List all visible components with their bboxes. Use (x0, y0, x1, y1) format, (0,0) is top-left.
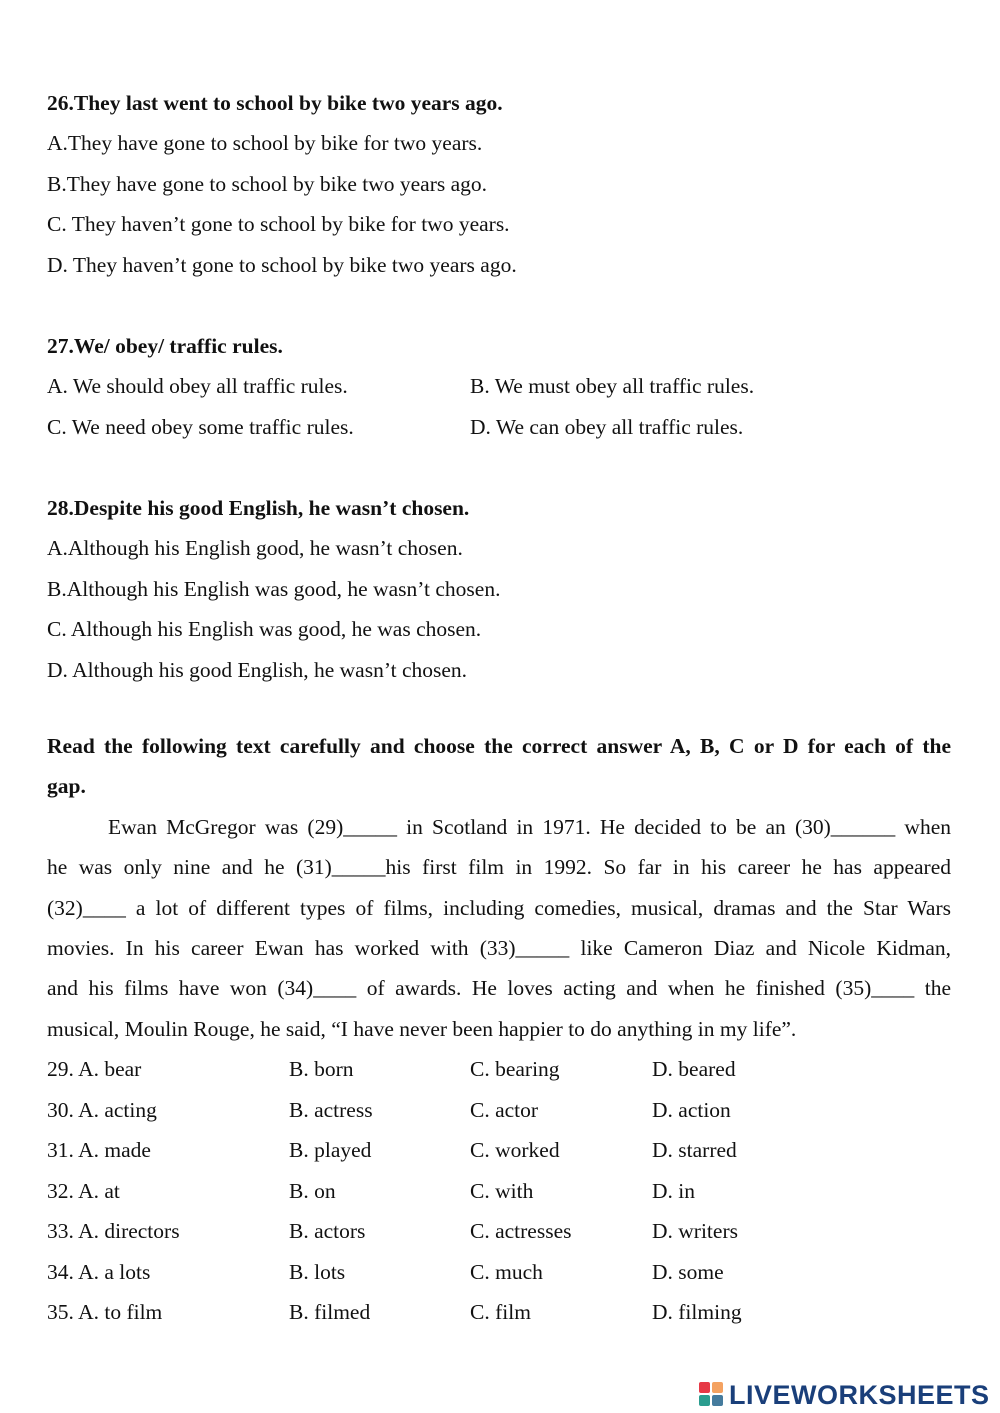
answer-32-b[interactable]: B. on (289, 1179, 336, 1203)
liveworksheets-logo-icon (699, 1382, 725, 1408)
answer-33-a[interactable]: 33. A. directors (47, 1219, 180, 1243)
answer-29-a[interactable]: 29. A. bear (47, 1057, 142, 1081)
passage-line: Ewan McGregor was (29)_____ in Scotland in 1971. He decided to be an (30)______ when (108, 815, 951, 839)
answer-30-a[interactable]: 30. A. acting (47, 1098, 157, 1122)
answer-33-c[interactable]: C. actresses (470, 1219, 572, 1243)
question-27-option-c[interactable]: C. We need obey some traffic rules. (47, 415, 354, 439)
question-28-stem: 28.Despite his good English, he wasn’t chosen. (47, 496, 470, 520)
question-27-option-b[interactable]: B. We must obey all traffic rules. (470, 374, 755, 398)
answer-34-b[interactable]: B. lots (289, 1260, 346, 1284)
question-26-option-b[interactable]: B.They have gone to school by bike two years ago. (47, 172, 488, 196)
passage-line: movies. In his career Ewan has worked with (33)_____ like Cameron Diaz and Nicole Kidman, (47, 936, 951, 960)
question-26-option-a[interactable]: A.They have gone to school by bike for two years. (47, 131, 483, 155)
answer-31-a[interactable]: 31. A. made (47, 1138, 151, 1162)
answer-34-a[interactable]: 34. A. a lots (47, 1260, 151, 1284)
question-28-option-c[interactable]: C. Although his English was good, he was chosen. (47, 617, 482, 641)
answer-32-c[interactable]: C. with (470, 1179, 534, 1203)
reading-instruction-cont: gap. (47, 774, 86, 798)
passage-line: (32)____ a lot of different types of films, including comedies, musical, dramas and the Star Wars (47, 896, 951, 920)
answer-35-d[interactable]: D. filming (652, 1300, 742, 1324)
answer-35-a[interactable]: 35. A. to film (47, 1300, 163, 1324)
question-26-stem: 26.They last went to school by bike two years ago. (47, 91, 503, 115)
answer-29-b[interactable]: B. born (289, 1057, 354, 1081)
passage-line: musical, Moulin Rouge, he said, “I have never been happier to do anything in my life”. (47, 1017, 797, 1041)
answer-33-b[interactable]: B. actors (289, 1219, 366, 1243)
reading-instruction: Read the following text carefully and choose the correct answer A, B, C or D for each of the (47, 734, 951, 758)
answer-30-d[interactable]: D. action (652, 1098, 731, 1122)
liveworksheets-logo (699, 1380, 990, 1410)
passage-line: he was only nine and he (31)_____his first film in 1992. So far in his career he has appeared (47, 855, 951, 879)
answer-32-d[interactable]: D. in (652, 1179, 695, 1203)
answer-30-c[interactable]: C. actor (470, 1098, 539, 1122)
question-26-option-d[interactable]: D. They haven’t gone to school by bike two years ago. (47, 253, 517, 277)
passage-line: and his films have won (34)____ of awards. He loves acting and when he finished (35)____ the (47, 976, 951, 1000)
answer-35-b[interactable]: B. filmed (289, 1300, 371, 1324)
answer-30-b[interactable]: B. actress (289, 1098, 373, 1122)
question-28-option-a[interactable]: A.Although his English good, he wasn’t chosen. (47, 536, 463, 560)
answer-32-a[interactable]: 32. A. at (47, 1179, 120, 1203)
answer-31-b[interactable]: B. played (289, 1138, 372, 1162)
question-27-option-a[interactable]: A. We should obey all traffic rules. (47, 374, 348, 398)
answer-31-c[interactable]: C. worked (470, 1138, 560, 1162)
question-28-option-b[interactable]: B.Although his English was good, he wasn’t chosen. (47, 577, 501, 601)
answer-33-d[interactable]: D. writers (652, 1219, 738, 1243)
question-27-stem: 27.We/ obey/ traffic rules. (47, 334, 283, 358)
answer-29-c[interactable]: C. bearing (470, 1057, 560, 1081)
answer-31-d[interactable]: D. starred (652, 1138, 737, 1162)
answer-34-c[interactable]: C. much (470, 1260, 543, 1284)
answer-34-d[interactable]: D. some (652, 1260, 724, 1284)
question-27-option-d[interactable]: D. We can obey all traffic rules. (470, 415, 744, 439)
liveworksheets-brand: LIVEWORKSHEETS (729, 1379, 990, 1410)
answer-29-d[interactable]: D. beared (652, 1057, 736, 1081)
question-28-option-d[interactable]: D. Although his good English, he wasn’t chosen. (47, 658, 468, 682)
answer-35-c[interactable]: C. film (470, 1300, 531, 1324)
question-26-option-c[interactable]: C. They haven’t gone to school by bike for two years. (47, 212, 510, 236)
